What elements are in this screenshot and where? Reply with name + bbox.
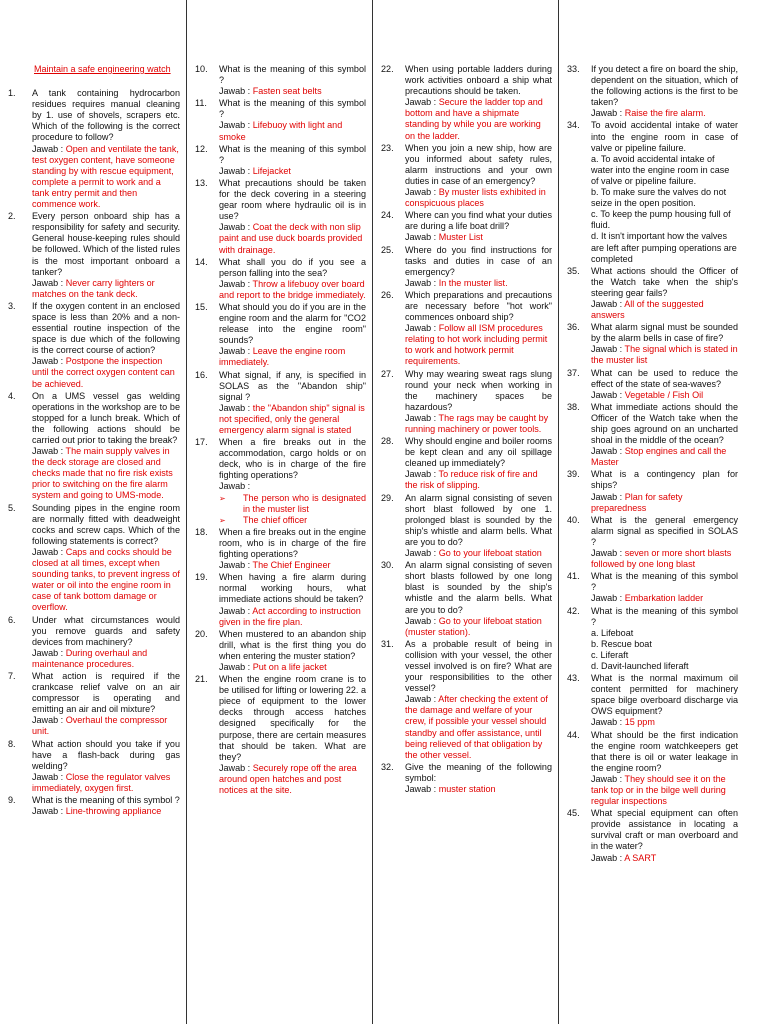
answer-text: Lifejacket <box>252 165 291 176</box>
answer-line <box>405 469 552 491</box>
answer-label: Jawab : <box>405 548 437 559</box>
answer-label: Jawab : <box>405 412 437 423</box>
answer-line <box>405 97 552 141</box>
answer-line <box>591 390 738 401</box>
arrow-bullet-icon: ➢ <box>219 493 226 503</box>
question-text: An alarm signal consisting of seven short blast followed by one 1. prolonged blast is sounded by the ship's whistle and alarm bells. What are you to do? <box>405 492 552 547</box>
question-number: 9. <box>8 795 16 805</box>
answer-text: Line-throwing appliance <box>65 806 162 817</box>
question-item <box>195 64 366 97</box>
question-number: 5. <box>8 502 16 513</box>
question-item <box>567 368 738 401</box>
answer-text: All of the suggested answers <box>591 298 704 321</box>
answer-label: Jawab : <box>405 784 437 794</box>
question-text: What actions should the Officer of the Watch take when the ship's steering gear fails? <box>591 265 738 298</box>
answer-line <box>219 279 366 301</box>
answer-text: Vegetable / Fish Oil <box>624 389 704 400</box>
question-text: If the oxygen content in an enclosed space is less than 20% and a non-essential routine inspection of the space is due which of the following is the correct course of action? <box>32 300 180 356</box>
question-number: 36. <box>567 322 580 333</box>
question-text: What immediate actions should the Officer of the Watch take when the ship goes aground on an uncharted shoal in the middle of the ocean? <box>591 401 738 446</box>
question-text: What special equipment can often provide assistance in locating a survival craft or man overboard and in the water? <box>591 808 738 852</box>
answer-label: Jawab : <box>219 560 251 571</box>
question-item <box>381 493 552 560</box>
question-number: 8. <box>8 738 16 749</box>
question-item <box>381 639 552 761</box>
answer-option: c. Liferaft <box>591 649 629 660</box>
answer-line <box>219 166 366 177</box>
question-text: What is the meaning of this symbol ? <box>219 64 366 86</box>
question-item <box>567 266 738 321</box>
question-item <box>381 290 552 368</box>
question-text: When using portable ladders during work activities onboard a ship what precautions should be taken. <box>405 64 552 97</box>
question-item <box>567 808 738 863</box>
answer-label: Jawab : <box>32 647 64 658</box>
question-number: 28. <box>381 436 394 447</box>
answer-option: a. To avoid accidental intake of water into the engine room in case of valve or pipeline failure. <box>591 153 730 186</box>
question-text: If you detect a fire on board the ship, dependent on the situation, which of the following actions is the first to be taken? <box>591 64 738 108</box>
question-number: 13. <box>195 177 208 188</box>
answer-label: Jawab : <box>405 469 437 480</box>
answer-line <box>405 413 552 435</box>
answer-line <box>32 144 180 211</box>
answer-line <box>32 715 180 737</box>
question-number: 10. <box>195 64 208 74</box>
answer-label: Jawab : <box>591 548 623 559</box>
question-item <box>381 762 552 795</box>
answer-line <box>219 346 366 368</box>
question-item <box>8 739 180 794</box>
answer-text: Secure the ladder top and bottom and have a shipmate standing by while you are working on the ladder. <box>405 97 543 141</box>
column-4 <box>558 0 744 1024</box>
question-text: What is the meaning of this symbol ? <box>219 98 366 120</box>
answer-line <box>32 772 180 794</box>
answer-line <box>219 403 366 436</box>
answer-line <box>405 694 552 761</box>
question-text: What is the meaning of this symbol ? <box>219 143 366 165</box>
question-text: When the engine room crane is to be utilised for lifting or lowering 22. a piece of equipment to the lower decks through access hatches designed specifically for the purpose, there are certain measures that should be taken. What are they? <box>219 674 366 762</box>
question-item <box>8 301 180 390</box>
answer-text: Open and ventilate the tank, test oxygen content, have someone standing by with rescue equipment, complete a permit to work and a tank entry permit and then commence work. <box>32 143 179 210</box>
question-number: 32. <box>381 761 394 772</box>
question-number: 11. <box>195 98 207 109</box>
question-item <box>8 391 180 502</box>
answer-line <box>405 616 552 638</box>
question-item <box>195 674 366 796</box>
answer-label: Jawab : <box>219 86 251 97</box>
question-text: When a fire breaks out in the engine room, who is in charge of the fire fighting operations? <box>219 526 366 560</box>
answer-line <box>405 784 552 795</box>
question-text: To avoid accidental intake of water into the engine room in case of valve or pipeline failure. <box>591 120 738 153</box>
question-text: Why may wearing sweat rags slung round your neck when working in the machinery spaces be hazardous? <box>405 368 552 412</box>
answer-label: Jawab : <box>591 108 623 119</box>
question-text: What should be the first indication the engine room watchkeepers get that there is oil or water leakage in the engine room? <box>591 729 738 773</box>
answer-label: Jawab : <box>219 165 251 176</box>
column-3 <box>372 0 558 1024</box>
question-text: When a fire breaks out in the accommodation, cargo holds or on deck, who is in charge of the fire fighting operations? <box>219 437 366 481</box>
answer-label: Jawab : <box>591 298 623 309</box>
answer-line <box>219 86 366 97</box>
answer-label: Jawab : <box>219 481 251 492</box>
answer-text: Plan for safety preparedness <box>591 491 683 513</box>
question-number: 17. <box>195 437 208 448</box>
question-number: 1. <box>8 88 16 99</box>
answer-line <box>591 492 738 514</box>
answer-line <box>32 356 180 389</box>
answer-text: Never carry lighters or matches on the tank deck. <box>32 277 155 299</box>
question-item <box>195 144 366 177</box>
answer-line <box>32 648 180 670</box>
question-item <box>567 606 738 673</box>
question-number: 6. <box>8 614 16 625</box>
question-text: What action should you take if you have a flash-back during gas welding? <box>32 738 180 771</box>
question-text: What is the general emergency alarm signal as specified in SOLAS ? <box>591 514 738 547</box>
question-text: Where do you find instructions for tasks and duties in case of an emergency? <box>405 244 552 277</box>
answer-label: Jawab : <box>405 97 437 108</box>
answer-text: Lifebuoy with light and smoke <box>219 120 343 142</box>
question-number: 37. <box>567 367 580 378</box>
answer-label: Jawab : <box>405 694 437 705</box>
answer-text: 15 ppm <box>624 717 655 728</box>
answer-text: The Chief Engineer <box>252 560 331 571</box>
question-item <box>567 673 738 728</box>
answer-text: seven or more short blasts followed by one long blast <box>591 548 732 570</box>
answer-text: Go to your lifeboat station <box>438 548 542 559</box>
answer-text: To reduce risk of fire and the risk of slipping. <box>405 469 538 491</box>
question-number: 39. <box>567 469 580 480</box>
answer-text: By muster lists exhibited in conspicuous places <box>405 187 546 209</box>
question-number: 19. <box>195 572 208 583</box>
answer-line <box>405 278 552 289</box>
answer-text: Stop engines and call the Master <box>591 446 727 468</box>
answer-text: Overhaul the compressor unit. <box>32 715 168 737</box>
answer-label: Jawab : <box>219 346 251 357</box>
question-number: 43. <box>567 673 580 684</box>
answer-label: Jawab : <box>405 323 437 334</box>
question-text: When you join a new ship, how are you informed about safety rules, alarm instructions and your own duties in case of an emergency? <box>405 142 552 186</box>
question-text: What signal, if any, is specified in SOLAS as the "Abandon ship" signal ? <box>219 369 366 402</box>
answer-line <box>591 774 738 807</box>
question-number: 7. <box>8 670 16 681</box>
question-item <box>195 302 366 369</box>
answer-text: Leave the engine room immediately. <box>219 346 346 368</box>
question-number: 40. <box>567 514 580 525</box>
answer-text: The rags may be caught by running machinery or power tools. <box>405 412 549 434</box>
question-item <box>195 178 366 256</box>
question-text: What alarm signal must be sounded by the alarm bells in case of fire? <box>591 322 738 344</box>
answer-label: Jawab : <box>219 222 251 233</box>
answer-label: Jawab : <box>405 615 437 626</box>
answer-label: Jawab : <box>591 773 623 784</box>
question-number: 21. <box>195 674 208 685</box>
answer-label: Jawab : <box>32 277 64 288</box>
question-number: 16. <box>195 369 208 380</box>
answer-text: Securely rope off the area around open hatches and post notices at the site. <box>219 762 357 795</box>
question-text: What is the meaning of this symbol ? <box>32 795 180 805</box>
question-item <box>8 795 180 817</box>
answer-text: Act according to instruction given in the fire plan. <box>219 605 361 627</box>
question-number: 22. <box>381 64 394 74</box>
question-item <box>195 572 366 627</box>
answer-text: Fasten seat belts <box>252 86 322 97</box>
answer-label: Jawab : <box>32 806 64 817</box>
question-item <box>567 730 738 808</box>
question-text: Why should engine and boiler rooms be kept clean and any oil spillage cleaned up immediately? <box>405 436 552 469</box>
answer-line <box>32 806 180 817</box>
answer-line <box>591 446 738 468</box>
question-text: What should you do if you are in the engine room and the alarm for "CO2 release into the engine room" sounds? <box>219 301 366 346</box>
question-number: 27. <box>381 368 394 379</box>
question-number: 33. <box>567 64 580 74</box>
question-item <box>381 560 552 638</box>
question-number: 15. <box>195 301 208 312</box>
answer-label: Jawab : <box>32 546 64 557</box>
question-item <box>195 98 366 142</box>
answer-line <box>219 222 366 255</box>
question-item <box>567 64 738 119</box>
answer-line <box>591 299 738 321</box>
answer-line <box>591 548 738 570</box>
question-text: When having a fire alarm during normal working hours, what immediate actions should be taken? <box>219 572 366 605</box>
question-text: An alarm signal consisting of seven short blasts followed by one long blast is sounded by the ship's whistle and the alarm bells. What are you to do? <box>405 560 552 615</box>
page-title: Maintain a safe engineering watch <box>34 64 171 74</box>
question-text: What is the meaning of this symbol ? <box>591 605 738 627</box>
question-number: 18. <box>195 526 208 537</box>
answer-bullet-text: The person who is designated in the muster list <box>243 492 366 514</box>
answer-label: Jawab : <box>32 771 64 782</box>
question-text: Under what circumstances would you remove guards and safety devices from machinery? <box>32 614 180 647</box>
answer-line <box>591 108 738 119</box>
question-number: 29. <box>381 492 394 503</box>
answer-line <box>405 548 552 559</box>
question-item <box>381 245 552 289</box>
answer-label: Jawab : <box>32 356 64 367</box>
question-text: A tank containing hydrocarbon residues requires manual cleaning by 1. use of shovels, scrapers etc. Which of the following is the correct procedure to follow? <box>32 88 180 143</box>
answer-line <box>591 593 738 604</box>
answer-text: Raise the fire alarm. <box>624 108 706 119</box>
answer-line <box>219 606 366 628</box>
answer-bullet <box>219 515 366 526</box>
answer-text: Go to your lifeboat station (muster station). <box>405 615 542 637</box>
question-item <box>195 437 366 526</box>
question-text: Give the meaning of the following symbol: <box>405 761 552 783</box>
question-item <box>8 503 180 614</box>
question-item <box>381 64 552 142</box>
answer-label: Jawab : <box>591 717 623 728</box>
question-number: 44. <box>567 729 580 740</box>
answer-text: During overhaul and maintenance procedures. <box>32 647 148 669</box>
answer-line <box>219 662 366 673</box>
question-number: 42. <box>567 605 580 616</box>
answer-text: After checking the extent of the damage and welfare of your crew, if possible your vessel should standby and offer assistance, until being relieved of that obligation by the other vessel. <box>405 694 548 760</box>
answer-text: The main supply valves in the deck storage are closed and checks made that no fire risk exists prior to switching on the fire alarm system and going to UMS-mode. <box>32 446 173 501</box>
answer-text: Throw a lifebuoy over board and report to the bridge immediately. <box>219 278 366 300</box>
question-text: What is a contingency plan for ships? <box>591 469 738 491</box>
question-number: 2. <box>8 211 16 222</box>
answer-option: d. It isn't important how the valves are left after pumping operations are completed <box>591 231 737 264</box>
arrow-bullet-icon: ➢ <box>219 515 226 525</box>
answer-label: Jawab : <box>219 661 251 672</box>
question-item <box>381 369 552 436</box>
answer-text: In the muster list. <box>438 277 508 288</box>
answer-text: Muster List <box>438 232 483 243</box>
question-item <box>381 436 552 491</box>
answer-text: the "Abandon ship" signal is not specified, only the general emergency alarm signal is stated <box>219 402 365 435</box>
answer-option: b. To make sure the valves do not seize in the open position. <box>591 187 727 209</box>
answer-label: Jawab : <box>591 491 623 502</box>
answer-label: Jawab : <box>219 605 251 616</box>
question-text: Every person onboard ship has a responsibility for safety and security. General house-keeping rules should be followed. Which of the listed rules is the most important onboard a tanker? <box>32 211 180 277</box>
answer-text: A SART <box>624 852 657 863</box>
question-text: Sounding pipes in the engine room are normally fitted with deadweight cocks and screw caps. Which of the following statements is correct? <box>32 502 180 546</box>
answer-label: Jawab : <box>591 593 623 604</box>
answer-line <box>591 853 738 864</box>
answer-label: Jawab : <box>591 344 623 355</box>
question-number: 3. <box>8 300 16 311</box>
question-text: When mustered to an abandon ship drill, what is the first thing you do when entering the muster station? <box>219 628 366 661</box>
answer-label: Jawab : <box>219 762 251 773</box>
question-text: What action is required if the crankcase relief valve on an air compressor is operating and emitting an air and oil mixture? <box>32 670 180 715</box>
answer-bullet <box>219 493 366 515</box>
answer-line <box>219 120 366 142</box>
question-item <box>567 402 738 469</box>
answer-line <box>32 446 180 501</box>
question-number: 26. <box>381 289 394 300</box>
answer-line <box>219 763 366 796</box>
question-number: 12. <box>195 143 208 154</box>
question-number: 30. <box>381 560 394 571</box>
answer-text: The signal which is stated in the muster list <box>591 344 738 366</box>
answer-option: d. Davit-launched liferaft <box>591 660 689 671</box>
question-text: What can be used to reduce the effect of the state of sea-waves? <box>591 367 738 389</box>
question-number: 25. <box>381 244 394 255</box>
answer-line <box>219 560 366 571</box>
question-item <box>567 322 738 366</box>
column-1 <box>0 0 186 1024</box>
question-number: 24. <box>381 210 394 221</box>
answer-option: b. Rescue boat <box>591 638 652 649</box>
answer-text: Put on a life jacket <box>252 661 327 672</box>
question-item <box>567 469 738 513</box>
column-2 <box>186 0 372 1024</box>
answer-option: c. To keep the pump housing full of fluid. <box>591 209 731 231</box>
question-text: What shall you do if you see a person falling into the sea? <box>219 256 366 278</box>
answer-text: Postpone the inspection until the correct oxygen content can be achieved. <box>32 356 175 389</box>
answer-text: Follow all ISM procedures relating to hot work including permit to work and hotwork permit requirements. <box>405 323 548 367</box>
answer-text: Coat the deck with non slip paint and use duck boards provided with drainage. <box>219 222 363 255</box>
question-item <box>567 571 738 604</box>
question-number: 38. <box>567 401 580 412</box>
answer-line <box>591 344 738 366</box>
answer-line <box>405 187 552 209</box>
question-text: What is the normal maximum oil content permitted for machinery space bilge overboard discharge via OWS equipment? <box>591 673 738 717</box>
answer-line <box>405 323 552 367</box>
answer-text: Embarkation ladder <box>624 593 704 604</box>
question-item <box>195 527 366 571</box>
answer-text: muster station <box>438 784 496 794</box>
question-number: 31. <box>381 638 394 649</box>
question-text: Which preparations and precautions are necessary before "hot work" commences onboard ship? <box>405 289 552 323</box>
answer-label: Jawab : <box>32 446 64 457</box>
answer-line <box>219 481 366 492</box>
answer-text: They should see it on the tank top or in the bilge well during regular inspections <box>591 773 726 807</box>
answer-line <box>405 232 552 243</box>
question-text: Where can you find what your duties are during a life boat drill? <box>405 210 552 232</box>
answer-text: Close the regulator valves immediately, oxygen first. <box>32 771 171 793</box>
question-text: What is the meaning of this symbol ? <box>591 571 738 593</box>
question-number: 45. <box>567 808 580 819</box>
answer-line <box>32 547 180 614</box>
question-item <box>567 120 738 264</box>
question-number: 41. <box>567 571 580 582</box>
answer-line <box>591 717 738 728</box>
question-item <box>195 629 366 673</box>
answer-label: Jawab : <box>219 278 251 289</box>
answer-label: Jawab : <box>32 715 64 726</box>
answer-label: Jawab : <box>405 232 437 243</box>
question-number: 14. <box>195 256 208 267</box>
answer-label: Jawab : <box>219 120 251 131</box>
answer-label: Jawab : <box>405 277 437 288</box>
answer-label: Jawab : <box>219 402 251 413</box>
question-item <box>8 88 180 210</box>
question-text: What precautions should be taken for the deck covering in a steering gear room where hydraulic oil is in use? <box>219 177 366 222</box>
answer-label: Jawab : <box>591 446 623 457</box>
answer-label: Jawab : <box>405 187 437 198</box>
answer-text: Caps and cocks should be closed at all times, except when sounding tanks, to prevent ingress of water or oil into the engine room in case of tank bottom damage or overflow. <box>32 546 180 613</box>
question-item <box>381 210 552 243</box>
answer-label: Jawab : <box>591 852 623 863</box>
answer-bullet-text: The chief officer <box>243 514 308 525</box>
answer-label: Jawab : <box>591 389 623 400</box>
question-item <box>8 211 180 300</box>
answer-line <box>32 278 180 300</box>
answer-label: Jawab : <box>32 143 64 154</box>
question-item <box>8 671 180 738</box>
question-item <box>195 370 366 437</box>
question-text: As a probable result of being in collision with your vessel, the other vessel involved is on fire? What are your responsibilities to the other vessel? <box>405 638 552 694</box>
question-number: 20. <box>195 628 208 639</box>
question-text: On a UMS vessel gas welding operations in the workshop are to be stopped for a lunch break. Which of the following actions should be carried out prior to taking the break? <box>32 390 180 445</box>
question-item <box>567 515 738 570</box>
question-item <box>195 257 366 301</box>
question-item <box>381 143 552 210</box>
question-number: 34. <box>567 120 580 131</box>
answer-option: a. Lifeboat <box>591 627 634 638</box>
question-number: 4. <box>8 390 16 401</box>
question-number: 23. <box>381 142 394 153</box>
question-number: 35. <box>567 265 580 276</box>
question-item <box>8 615 180 670</box>
